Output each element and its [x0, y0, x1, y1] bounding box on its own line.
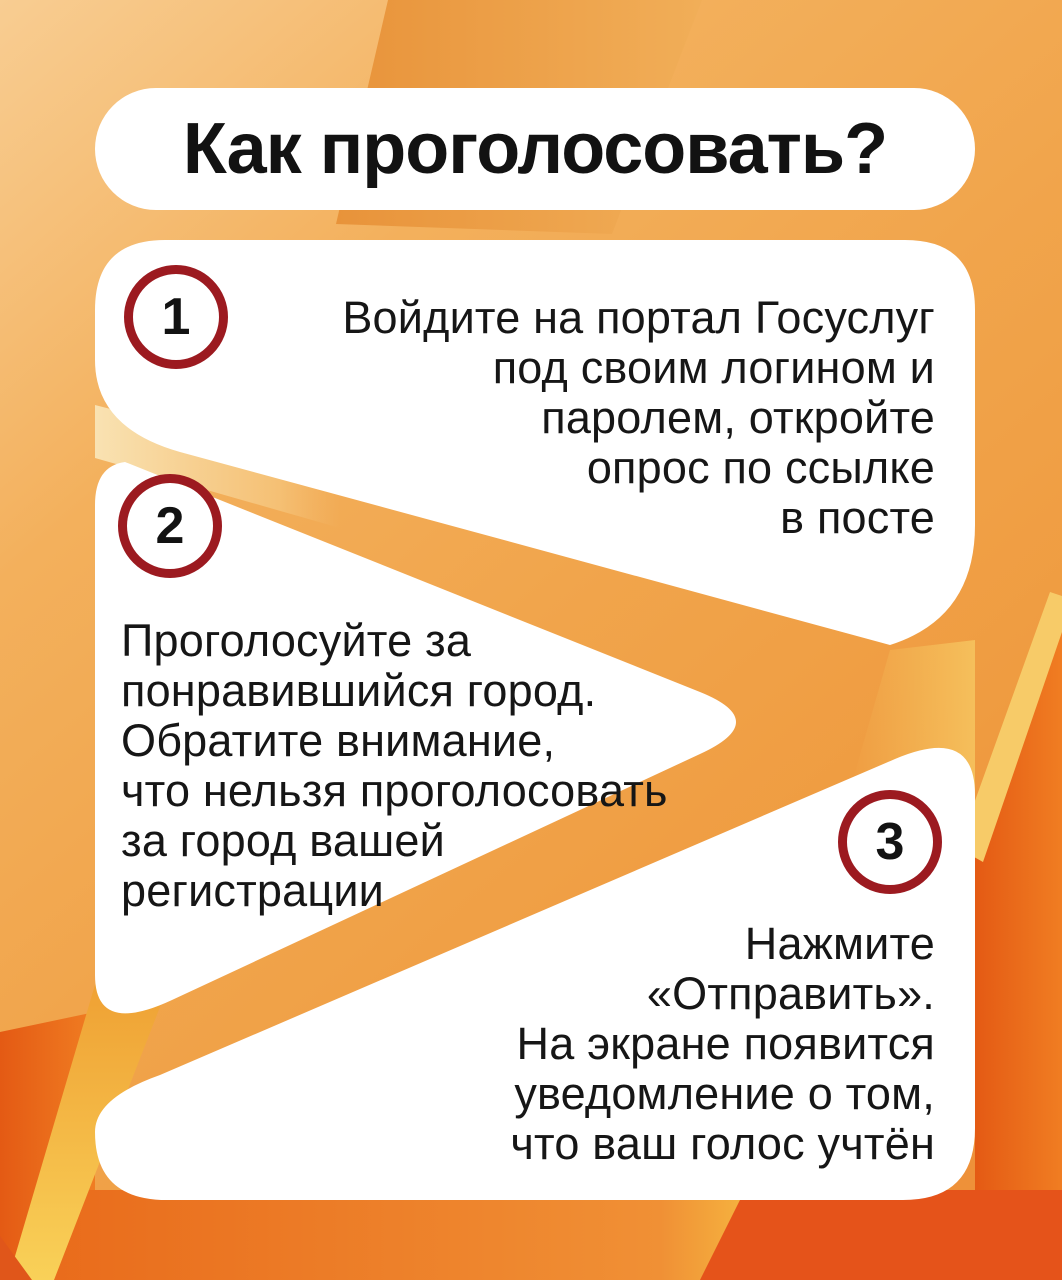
step-2-line: что нельзя проголосовать — [121, 765, 668, 816]
step-3-number-badge — [838, 790, 942, 894]
step-2-line: Обратите внимание, — [121, 715, 556, 766]
step-1-line: Войдите на портал Госуслуг — [342, 292, 935, 343]
step-3-line: что ваш голос учтён — [510, 1118, 935, 1169]
step-3-line: уведомление о том, — [514, 1068, 935, 1119]
step-3-text — [510, 919, 935, 1169]
title-card — [95, 88, 975, 210]
step-2-number-badge — [118, 474, 222, 578]
background-bottom-band-right — [700, 1190, 1062, 1280]
step-2-line: регистрации — [121, 865, 385, 916]
step-3-line: «Отправить». — [646, 968, 935, 1019]
step-3-number: 3 — [875, 813, 905, 871]
step-1-line: паролем, откройте — [541, 392, 935, 443]
step-3-line: Нажмите — [744, 918, 935, 969]
step-1-number-badge — [124, 265, 228, 369]
step-2-text — [121, 616, 668, 916]
step-3-line: На экране появится — [516, 1018, 935, 1069]
step-2-number: 2 — [155, 497, 185, 555]
background-bottom-band-left — [40, 1190, 745, 1280]
step-1-text — [342, 293, 935, 543]
step-1-number: 1 — [161, 288, 191, 346]
step-1-line: опрос по ссылке — [586, 442, 935, 493]
step-2-line: понравившийся город. — [121, 665, 597, 716]
step-1-line: под своим логином и — [492, 342, 935, 393]
step-1-line: в посте — [780, 492, 935, 543]
page-title: Как проголосовать? — [182, 109, 888, 189]
step-2-line: за город вашей — [121, 815, 445, 866]
step-2-line: Проголосуйте за — [121, 615, 472, 666]
